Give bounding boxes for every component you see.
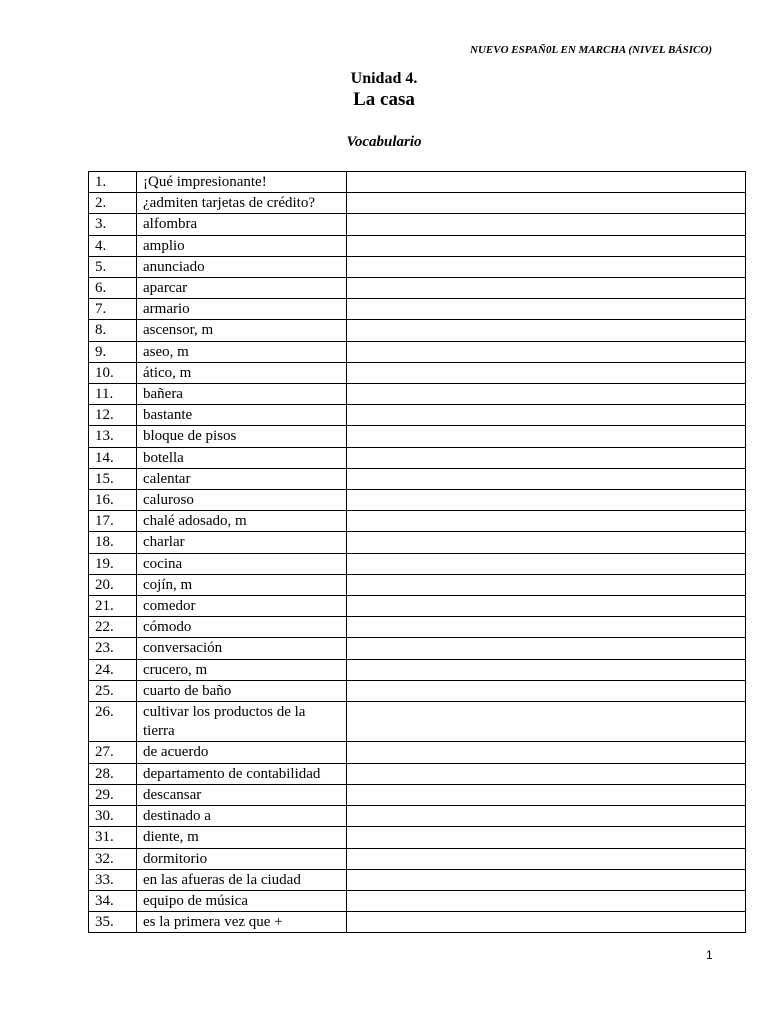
- translation-blank: [347, 426, 746, 447]
- row-number: 2.: [89, 193, 137, 214]
- translation-blank: [347, 320, 746, 341]
- table-row: [89, 553, 746, 574]
- translation-blank: [347, 256, 746, 277]
- vocabulary-term: cómodo: [137, 617, 347, 638]
- row-number: 12.: [89, 405, 137, 426]
- unit-title: Unidad 4.: [350, 70, 418, 87]
- table-row: [89, 490, 746, 511]
- row-number: 20.: [89, 574, 137, 595]
- translation-blank: [347, 468, 746, 489]
- row-number: 18.: [89, 532, 137, 553]
- row-number: 32.: [89, 848, 137, 869]
- row-number: 6.: [89, 278, 137, 299]
- table-row: [89, 806, 746, 827]
- table-row: [89, 869, 746, 890]
- vocabulary-term: botella: [137, 447, 347, 468]
- table-row: [89, 890, 746, 911]
- document-header: NUEVO ESPAÑ0L EN MARCHA (NIVEL BÁSICO): [470, 44, 712, 56]
- table-row: [89, 848, 746, 869]
- row-number: 24.: [89, 659, 137, 680]
- vocabulary-term: armario: [137, 299, 347, 320]
- translation-blank: [347, 784, 746, 805]
- row-number: 28.: [89, 763, 137, 784]
- translation-blank: [347, 912, 746, 933]
- row-number: 23.: [89, 638, 137, 659]
- table-row: [89, 256, 746, 277]
- vocabulary-term: aseo, m: [137, 341, 347, 362]
- translation-blank: [347, 511, 746, 532]
- row-number: 13.: [89, 426, 137, 447]
- table-row: [89, 193, 746, 214]
- row-number: 19.: [89, 553, 137, 574]
- translation-blank: [347, 235, 746, 256]
- vocabulary-term: destinado a: [137, 806, 347, 827]
- row-number: 30.: [89, 806, 137, 827]
- vocabulary-term: de acuerdo: [137, 742, 347, 763]
- table-row: [89, 426, 746, 447]
- translation-blank: [347, 869, 746, 890]
- translation-blank: [347, 763, 746, 784]
- row-number: 4.: [89, 235, 137, 256]
- table-row: [89, 574, 746, 595]
- table-row: [89, 532, 746, 553]
- row-number: 21.: [89, 596, 137, 617]
- translation-blank: [347, 742, 746, 763]
- translation-blank: [347, 702, 746, 742]
- translation-blank: [347, 278, 746, 299]
- vocabulary-term: diente, m: [137, 827, 347, 848]
- table-row: [89, 278, 746, 299]
- vocabulary-table-body: [89, 172, 746, 933]
- translation-blank: [347, 384, 746, 405]
- vocabulary-term: caluroso: [137, 490, 347, 511]
- table-row: [89, 742, 746, 763]
- vocabulary-term: ¿admiten tarjetas de crédito?: [137, 193, 347, 214]
- translation-blank: [347, 193, 746, 214]
- vocabulary-term: dormitorio: [137, 848, 347, 869]
- vocabulary-term: calentar: [137, 468, 347, 489]
- vocabulary-term: alfombra: [137, 214, 347, 235]
- vocabulary-term: bañera: [137, 384, 347, 405]
- table-row: [89, 384, 746, 405]
- translation-blank: [347, 490, 746, 511]
- table-row: [89, 341, 746, 362]
- vocabulary-term: crucero, m: [137, 659, 347, 680]
- table-row: [89, 763, 746, 784]
- vocabulary-term: charlar: [137, 532, 347, 553]
- translation-blank: [347, 827, 746, 848]
- row-number: 16.: [89, 490, 137, 511]
- translation-blank: [347, 172, 746, 193]
- row-number: 31.: [89, 827, 137, 848]
- row-number: 35.: [89, 912, 137, 933]
- table-row: [89, 617, 746, 638]
- vocabulary-term: cultivar los productos de la tierra: [137, 702, 347, 742]
- translation-blank: [347, 680, 746, 701]
- translation-blank: [347, 341, 746, 362]
- vocabulary-table: [88, 171, 746, 933]
- row-number: 25.: [89, 680, 137, 701]
- vocabulary-term: en las afueras de la ciudad: [137, 869, 347, 890]
- vocabulary-term: ascensor, m: [137, 320, 347, 341]
- row-number: 29.: [89, 784, 137, 805]
- page-number: 1: [706, 948, 713, 962]
- row-number: 14.: [89, 447, 137, 468]
- translation-blank: [347, 659, 746, 680]
- translation-blank: [347, 299, 746, 320]
- translation-blank: [347, 806, 746, 827]
- translation-blank: [347, 447, 746, 468]
- translation-blank: [347, 848, 746, 869]
- row-number: 5.: [89, 256, 137, 277]
- translation-blank: [347, 362, 746, 383]
- vocabulary-term: ¡Qué impresionante!: [137, 172, 347, 193]
- vocabulary-term: descansar: [137, 784, 347, 805]
- row-number: 11.: [89, 384, 137, 405]
- row-number: 33.: [89, 869, 137, 890]
- vocabulary-term: cocina: [137, 553, 347, 574]
- table-row: [89, 784, 746, 805]
- translation-blank: [347, 617, 746, 638]
- row-number: 15.: [89, 468, 137, 489]
- vocabulary-term: equipo de música: [137, 890, 347, 911]
- vocabulary-term: bloque de pisos: [137, 426, 347, 447]
- vocabulary-term: cuarto de baño: [137, 680, 347, 701]
- row-number: 26.: [89, 702, 137, 742]
- table-row: [89, 320, 746, 341]
- table-row: [89, 468, 746, 489]
- translation-blank: [347, 638, 746, 659]
- table-row: [89, 638, 746, 659]
- vocabulary-term: amplio: [137, 235, 347, 256]
- table-row: [89, 447, 746, 468]
- translation-blank: [347, 405, 746, 426]
- vocabulary-term: comedor: [137, 596, 347, 617]
- table-row: [89, 659, 746, 680]
- row-number: 34.: [89, 890, 137, 911]
- vocabulary-term: cojín, m: [137, 574, 347, 595]
- row-number: 17.: [89, 511, 137, 532]
- translation-blank: [347, 532, 746, 553]
- translation-blank: [347, 574, 746, 595]
- translation-blank: [347, 890, 746, 911]
- translation-blank: [347, 214, 746, 235]
- row-number: 3.: [89, 214, 137, 235]
- table-row: [89, 235, 746, 256]
- section-title: Vocabulario: [346, 134, 422, 150]
- row-number: 10.: [89, 362, 137, 383]
- table-row: [89, 680, 746, 701]
- row-number: 8.: [89, 320, 137, 341]
- vocabulary-term: aparcar: [137, 278, 347, 299]
- vocabulary-term: ático, m: [137, 362, 347, 383]
- table-row: [89, 214, 746, 235]
- row-number: 9.: [89, 341, 137, 362]
- vocabulary-term: chalé adosado, m: [137, 511, 347, 532]
- table-row: [89, 299, 746, 320]
- table-row: [89, 596, 746, 617]
- vocabulary-term: conversación: [137, 638, 347, 659]
- row-number: 27.: [89, 742, 137, 763]
- translation-blank: [347, 596, 746, 617]
- vocabulary-term: anunciado: [137, 256, 347, 277]
- row-number: 7.: [89, 299, 137, 320]
- vocabulary-term: bastante: [137, 405, 347, 426]
- table-row: [89, 511, 746, 532]
- row-number: 1.: [89, 172, 137, 193]
- table-row: [89, 172, 746, 193]
- vocabulary-term: es la primera vez que +: [137, 912, 347, 933]
- row-number: 22.: [89, 617, 137, 638]
- translation-blank: [347, 553, 746, 574]
- table-row: [89, 912, 746, 933]
- table-row: [89, 405, 746, 426]
- table-row: [89, 702, 746, 742]
- vocabulary-term: departamento de contabilidad: [137, 763, 347, 784]
- table-row: [89, 362, 746, 383]
- unit-subtitle: La casa: [353, 89, 415, 110]
- table-row: [89, 827, 746, 848]
